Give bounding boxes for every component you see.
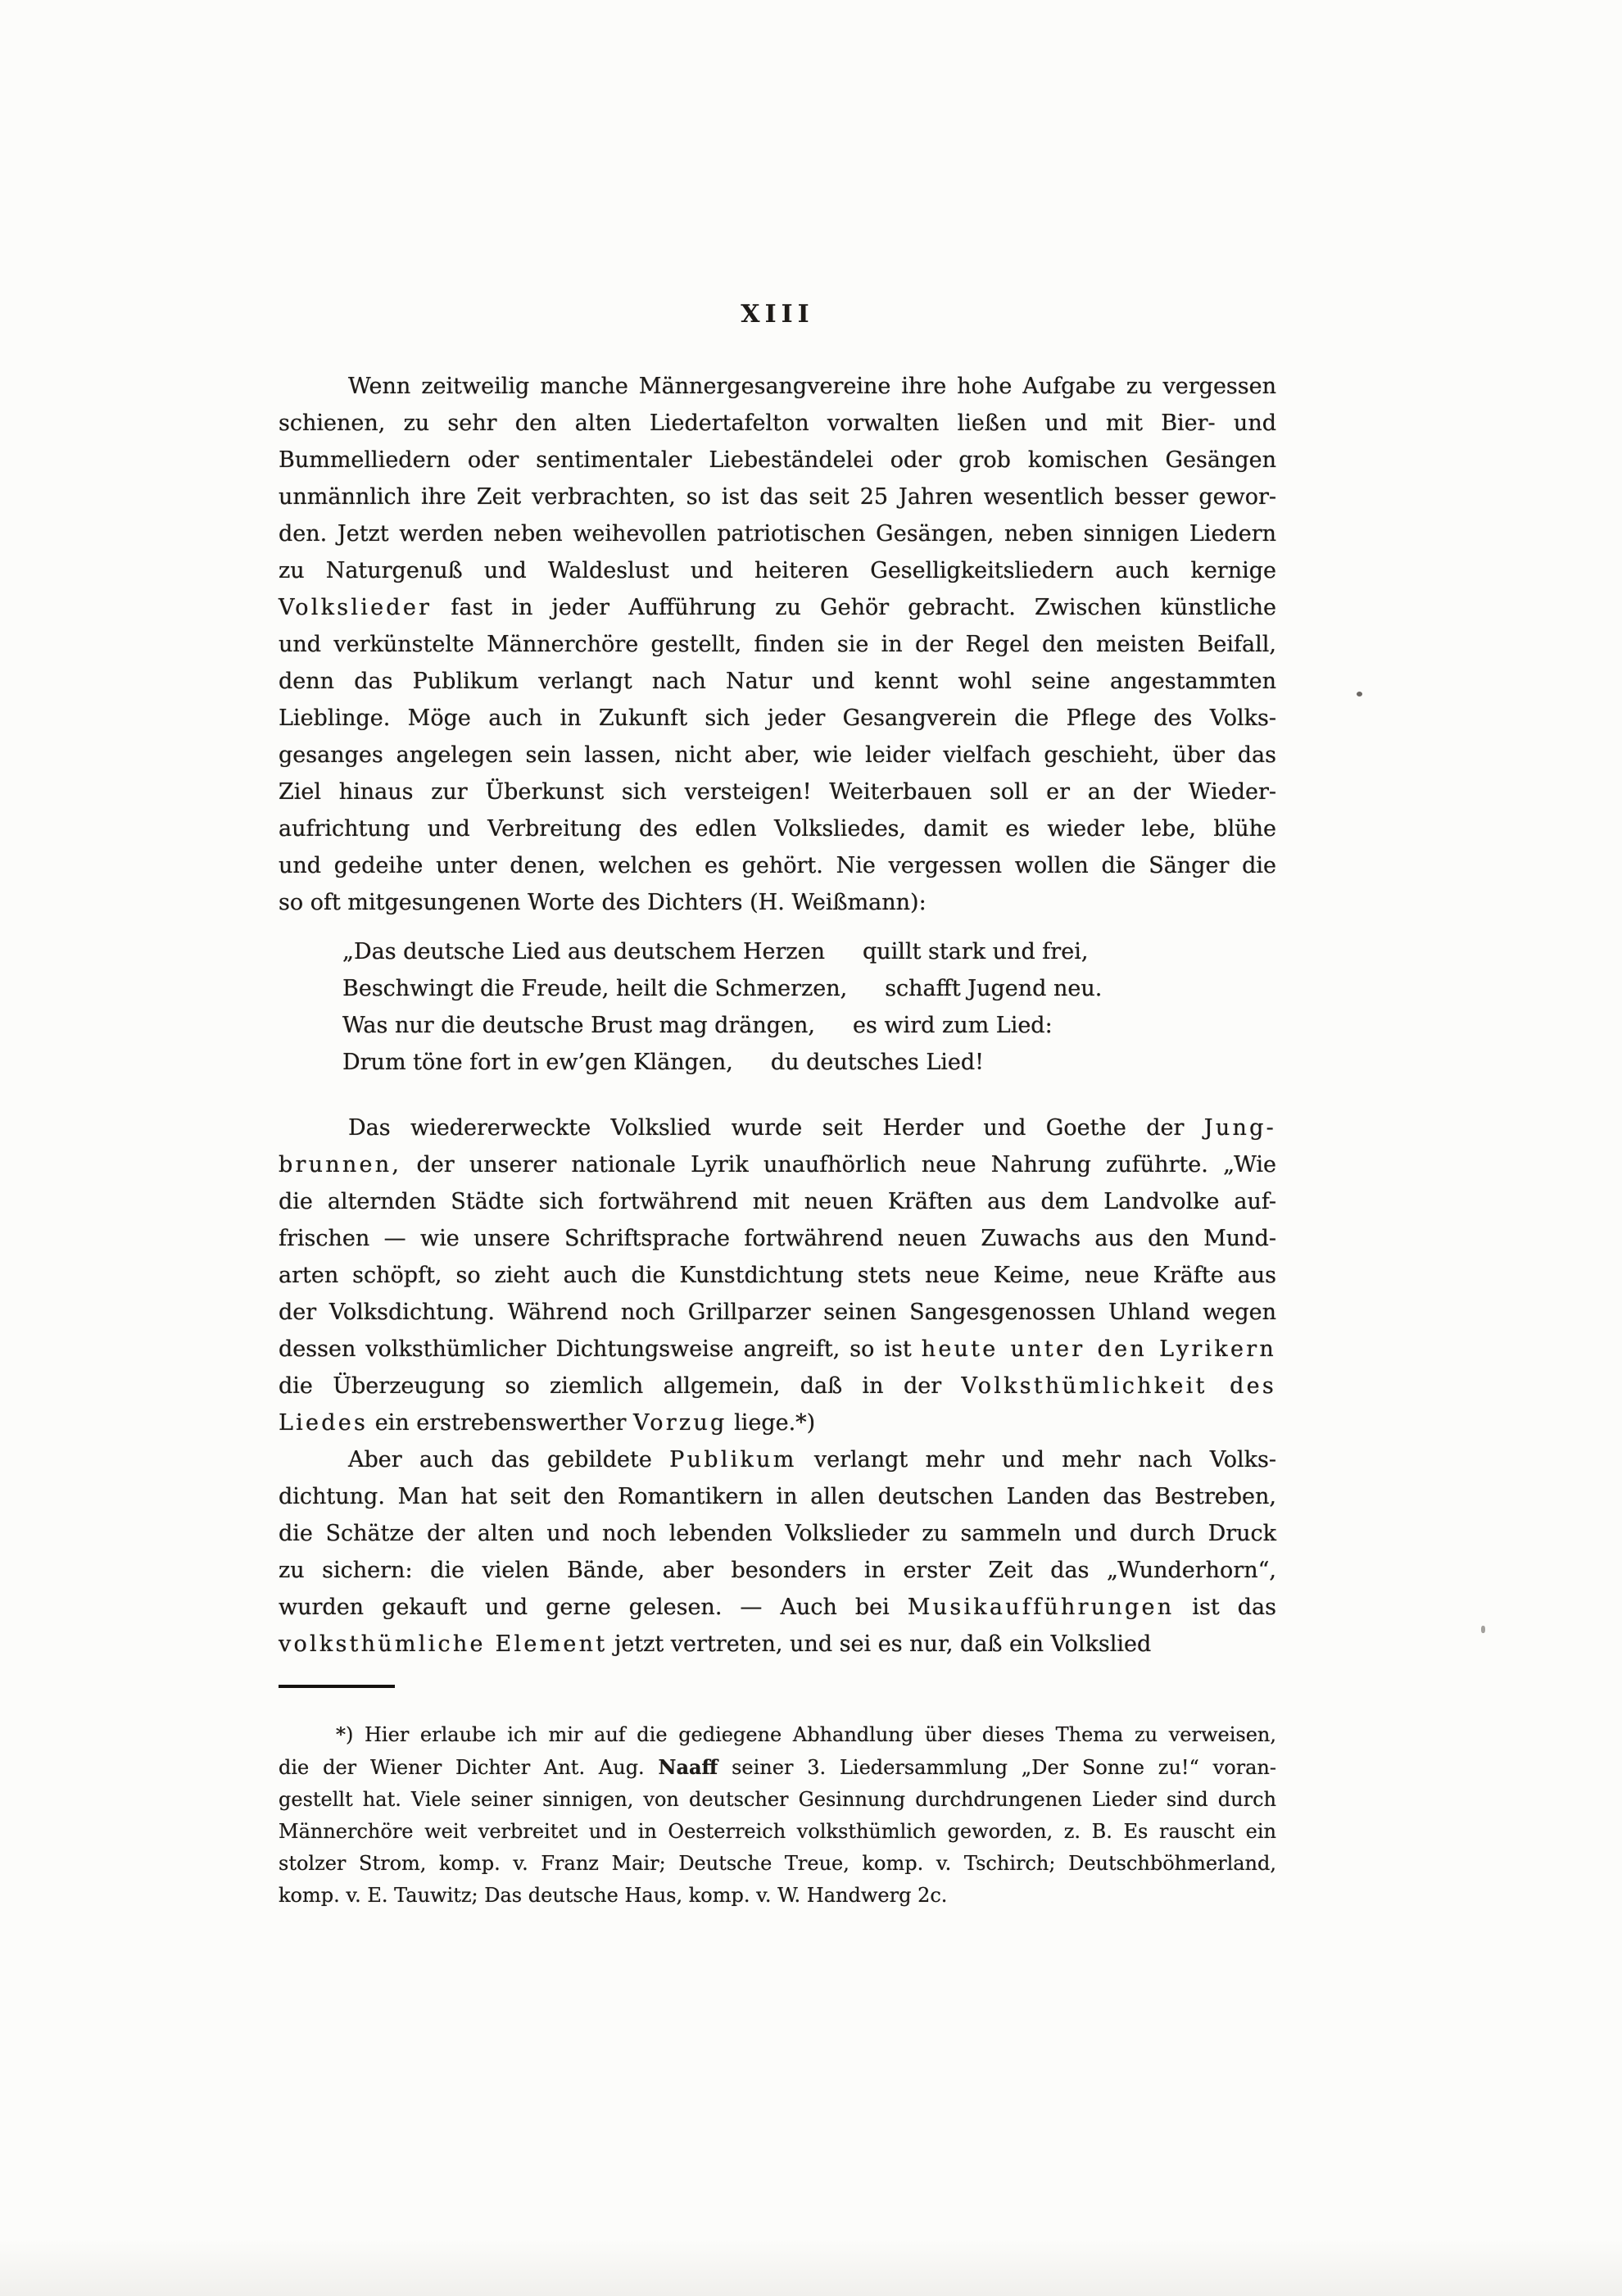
text-line [279,442,1276,479]
text-segment: und verkünstelte Männerchöre gestellt, finden sie in der Regel den meisten Beifall, [279,632,1276,657]
text-segment: „Das deutsche Lied aus deutschem Herzen [342,939,825,964]
paragraph-2 [279,1109,1276,1441]
text-segment: die Schätze der alten und noch lebenden Volkslieder zu sammeln und durch Druck [279,1521,1276,1546]
text-segment: gesanges angelegen sein lassen, nicht aber, wie leider vielfach geschieht, über das [279,742,1276,768]
text-segment: unmännlich ihre Zeit verbrachten, so ist das seit 25 Jahren wesentlich besser gewor- [279,484,1276,510]
emphasized-text: Liedes [279,1410,369,1436]
text-line [279,700,1276,737]
text-line [279,1294,1276,1331]
text-line [279,1880,1276,1912]
text-segment: dichtung. Man hat seit den Romantikern in allen deutschen Landen das Bestreben, [279,1484,1276,1509]
text-line [279,737,1276,774]
text-line [279,1552,1276,1589]
text-block [279,368,1276,1663]
verse-line [342,1007,1276,1044]
text-segment: denn das Publikum verlangt nach Natur und kennt wohl seine angestammten [279,669,1276,694]
text-line [279,1626,1276,1663]
text-line [279,774,1276,810]
footnote-text [279,1719,1276,1912]
emphasized-text: brunnen, [279,1152,402,1177]
text-segment: Bummelliedern oder sentimentaler Liebeständelei oder grob komischen Gesängen [279,447,1276,473]
text-segment: so oft mitgesungenen Worte des Dichters (H. Weißmann): [279,890,927,915]
text-segment: arten schöpft, so zieht auch die Kunstdichtung stets neue Keime, neue Kräfte aus [279,1263,1276,1288]
emphasized-text: heute unter den Lyrikern [921,1336,1276,1362]
text-segment: den. Jetzt werden neben weihevollen patriotischen Gesängen, neben sinnigen Liedern [279,521,1276,547]
text-segment: Das wiedererweckte Volkslied wurde seit Herder und Goethe der [348,1115,1204,1141]
verse-line [342,1044,1276,1081]
paragraph-3 [279,1441,1276,1663]
text-segment: Lieblinge. Möge auch in Zukunft sich jeder Gesangverein die Pflege des Volks- [279,706,1276,731]
text-line [279,884,1276,921]
text-segment: schafft Jugend neu. [885,976,1103,1001]
emphasized-text: Vorzug [632,1410,727,1436]
text-segment: es wird zum Lied: [853,1013,1053,1038]
text-line [279,1220,1276,1257]
poem [279,933,1276,1081]
text-line [279,1589,1276,1626]
verse-line [342,933,1276,970]
text-segment: seiner 3. Liedersammlung „Der Sonne zu!“ voran- [718,1756,1276,1779]
text-segment: du deutsches Lied! [770,1050,985,1075]
text-segment: und gedeihe unter denen, welchen es gehört. Nie vergessen wollen die Sänger die [279,853,1276,878]
text-line [279,515,1276,552]
text-segment: wurden gekauft und gerne gelesen. — Auch bei [279,1595,908,1620]
footnote-block [279,1685,1276,1912]
text-segment: Beschwingt die Freude, heilt die Schmerzen, [342,976,848,1001]
text-line [279,405,1276,442]
text-segment: Aber auch das gebildete [348,1447,670,1472]
text-segment: Ziel hinaus zur Überkunst sich versteigen! Weiterbauen soll er an der Wieder- [279,779,1276,805]
text-line [279,1183,1276,1220]
footnote-separator-rule [279,1685,395,1688]
text-segment: *) Hier erlaube ich mir auf die gediegene Abhandlung über dieses Thema zu verweisen, [336,1723,1276,1746]
text-line [279,1404,1276,1441]
emphasized-text: Jung- [1203,1115,1276,1141]
text-line [279,663,1276,700]
text-line [279,1848,1276,1880]
emphasized-text: Musikaufführungen [907,1595,1175,1620]
text-segment: Männerchöre weit verbreitet und in Oesterreich volksthümlich geworden, z. B. Es rauscht ein [279,1820,1276,1843]
text-segment: zu Naturgenuß und Waldeslust und heiteren Geselligkeitsliedern auch kernige [279,558,1276,583]
text-line [279,1257,1276,1294]
text-line [279,1719,1276,1751]
text-line [279,1368,1276,1404]
text-line [279,1816,1276,1848]
text-segment: jetzt vertreten, und sei es nur, daß ein Volkslied [607,1631,1152,1657]
paragraph-1 [279,368,1276,921]
text-segment: der Volksdichtung. Während noch Grillparzer seinen Sangesgenossen Uhland wegen [279,1300,1276,1325]
text-line [279,1331,1276,1368]
text-line [279,1751,1276,1784]
text-segment: gestellt hat. Viele seiner sinnigen, von deutscher Gesinnung durchdrungenen Lieder sind durch [279,1788,1276,1811]
text-segment: fast in jeder Aufführung zu Gehör gebracht. Zwischen künstliche [432,595,1276,620]
verse-line [342,970,1276,1007]
text-segment: die Überzeugung so ziemlich allgemein, daß in der [279,1373,962,1399]
text-line [279,847,1276,884]
text-segment: die alternden Städte sich fortwährend mit neuen Kräften aus dem Landvolke auf- [279,1189,1276,1214]
text-segment: Drum töne fort in ew’gen Klängen, [342,1050,733,1075]
scan-artifact-dot [1357,692,1362,697]
text-segment: verlangt mehr und mehr nach Volks- [796,1447,1277,1472]
text-line [279,1515,1276,1552]
emphasized-text: Volkslieder [279,595,433,620]
text-line [279,1109,1276,1146]
text-segment: liege.*) [727,1410,816,1436]
text-line [279,552,1276,589]
text-line [279,589,1276,626]
text-segment: der unserer nationale Lyrik unaufhörlich neue Nahrung zuführte. „Wie [401,1152,1276,1177]
text-line [279,626,1276,663]
text-line [279,368,1276,405]
text-line [279,1146,1276,1183]
text-segment: Wenn zeitweilig manche Männergesangvereine ihre hohe Aufgabe zu vergessen [348,374,1276,399]
text-line [279,810,1276,847]
text-segment: quillt stark und frei, [863,939,1089,964]
text-segment: stolzer Strom, komp. v. Franz Mair; Deutsche Treue, komp. v. Tschirch; Deutschböhmerland, [279,1852,1276,1875]
text-segment: komp. v. E. Tauwitz; Das deutsche Haus, komp. v. W. Handwerg 2c. [279,1884,948,1907]
text-segment: schienen, zu sehr den alten Liedertafelton vorwalten ließen und mit Bier- und [279,411,1276,436]
page-number: XIII [741,300,814,329]
text-segment: ein erstrebenswerther [368,1410,633,1436]
emphasized-text: Publikum [669,1447,797,1472]
emphasized-text: volksthümliche Element [279,1631,608,1657]
text-line [279,479,1276,515]
text-line [279,1441,1276,1478]
text-segment: Was nur die deutsche Brust mag drängen, [342,1013,816,1038]
text-segment: frischen — wie unsere Schriftsprache fortwährend neuen Zuwachs aus den Mund- [279,1226,1276,1251]
text-segment: dessen volksthümlicher Dichtungsweise angreift, so ist [279,1336,922,1362]
text-segment: die der Wiener Dichter Ant. Aug. [279,1756,659,1779]
bold-text: Naaff [658,1755,718,1779]
text-line [279,1478,1276,1515]
text-segment: zu sichern: die vielen Bände, aber besonders in erster Zeit das „Wunderhorn“, [279,1558,1276,1583]
text-line [279,1784,1276,1816]
text-segment: ist das [1174,1595,1277,1620]
emphasized-text: Volksthümlichkeit des [961,1373,1276,1399]
scan-artifact-dot [1481,1626,1485,1633]
text-segment: aufrichtung und Verbreitung des edlen Volksliedes, damit es wieder lebe, blühe [279,816,1276,842]
